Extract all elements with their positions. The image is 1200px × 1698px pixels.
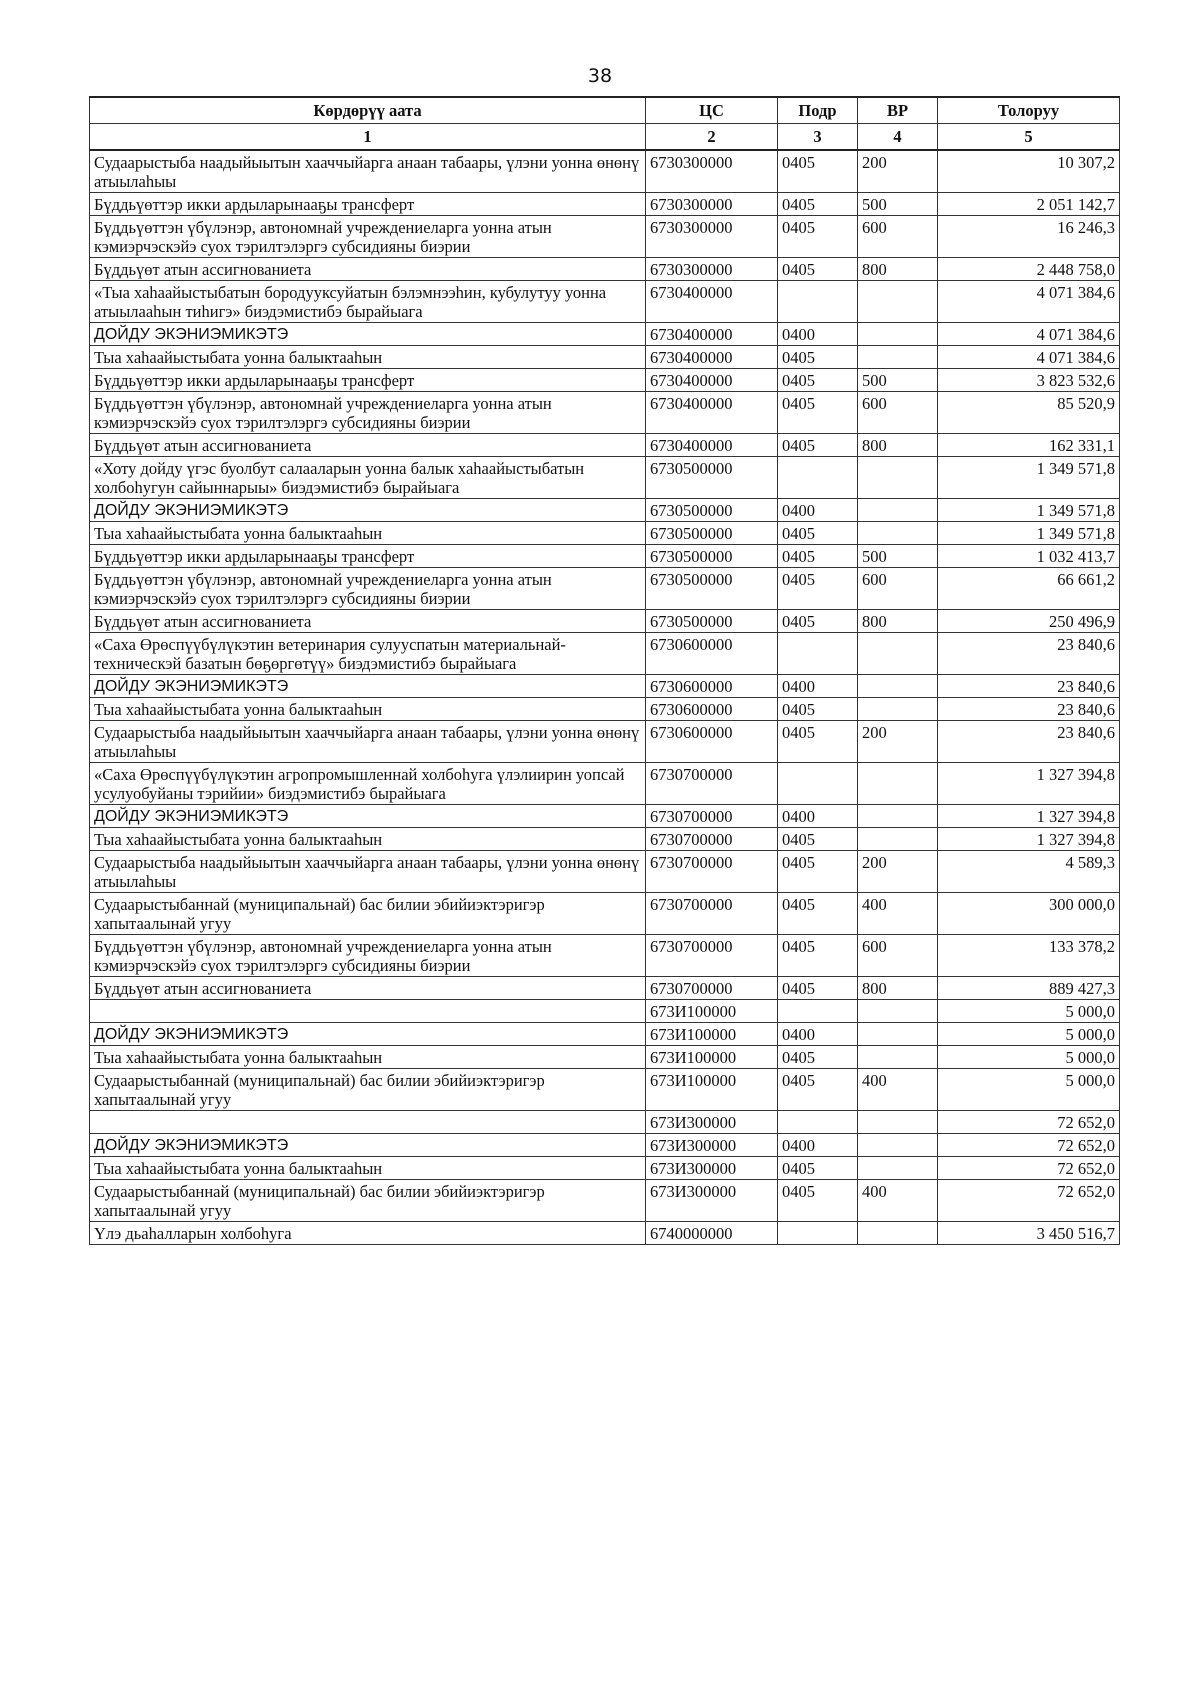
header-indicator-name: Көрдөрүү аата bbox=[90, 97, 646, 124]
column-number: 2 bbox=[646, 124, 778, 151]
cell-podr-code: 0405 bbox=[778, 258, 858, 281]
cell-vr-code bbox=[858, 346, 938, 369]
table-row bbox=[90, 1157, 1120, 1180]
cell-indicator-name: Бүддьүөттэн үбүлэнэр, автономнай учреждениеларга уонна атын кэмиэрчэскэйэ суох тэрилтэлэргэ субсидияны биэрии bbox=[90, 216, 646, 258]
cell-cs-code: 6730700000 bbox=[646, 977, 778, 1000]
cell-cs-code: 6730700000 bbox=[646, 851, 778, 893]
cell-podr-code: 0405 bbox=[778, 1046, 858, 1069]
cell-indicator-name: Судаарыстыба наадыйыытын хааччыйарга анаан табаары, үлэни уонна өнөнү атыылаһыы bbox=[90, 150, 646, 193]
column-number: 3 bbox=[778, 124, 858, 151]
cell-vr-code: 200 bbox=[858, 851, 938, 893]
table-row bbox=[90, 522, 1120, 545]
cell-execution-amount: 4 071 384,6 bbox=[938, 281, 1120, 323]
cell-podr-code: 0405 bbox=[778, 545, 858, 568]
cell-cs-code: 6730500000 bbox=[646, 568, 778, 610]
cell-execution-amount: 1 349 571,8 bbox=[938, 457, 1120, 499]
table-row bbox=[90, 675, 1120, 698]
cell-execution-amount: 5 000,0 bbox=[938, 1069, 1120, 1111]
column-number: 5 bbox=[938, 124, 1120, 151]
table-row bbox=[90, 610, 1120, 633]
cell-podr-code: 0405 bbox=[778, 392, 858, 434]
table-row bbox=[90, 1069, 1120, 1111]
cell-cs-code: 6730500000 bbox=[646, 499, 778, 522]
table-row bbox=[90, 1111, 1120, 1134]
cell-cs-code: 6730500000 bbox=[646, 457, 778, 499]
table-row bbox=[90, 633, 1120, 675]
cell-cs-code: 6730600000 bbox=[646, 698, 778, 721]
cell-podr-code: 0400 bbox=[778, 1023, 858, 1046]
cell-cs-code: 6730300000 bbox=[646, 193, 778, 216]
cell-cs-code: 6730500000 bbox=[646, 610, 778, 633]
cell-cs-code: 6730600000 bbox=[646, 721, 778, 763]
cell-podr-code bbox=[778, 1222, 858, 1245]
cell-cs-code: 673И100000 bbox=[646, 1046, 778, 1069]
table-row bbox=[90, 1180, 1120, 1222]
cell-vr-code bbox=[858, 1111, 938, 1134]
cell-vr-code bbox=[858, 1023, 938, 1046]
table-row bbox=[90, 1000, 1120, 1023]
table-row bbox=[90, 499, 1120, 522]
cell-podr-code: 0400 bbox=[778, 323, 858, 346]
cell-vr-code: 800 bbox=[858, 258, 938, 281]
cell-podr-code bbox=[778, 633, 858, 675]
cell-vr-code: 600 bbox=[858, 935, 938, 977]
cell-indicator-name: Бүддьүөттэн үбүлэнэр, автономнай учреждениеларга уонна атын кэмиэрчэскэйэ суох тэрилтэлэргэ субсидияны биэрии bbox=[90, 935, 646, 977]
cell-vr-code: 600 bbox=[858, 392, 938, 434]
cell-cs-code: 6730300000 bbox=[646, 150, 778, 193]
table-row bbox=[90, 805, 1120, 828]
cell-podr-code: 0405 bbox=[778, 893, 858, 935]
cell-vr-code: 600 bbox=[858, 568, 938, 610]
header-podr: Подр bbox=[778, 97, 858, 124]
cell-vr-code: 200 bbox=[858, 150, 938, 193]
cell-vr-code bbox=[858, 1157, 938, 1180]
table-row bbox=[90, 392, 1120, 434]
cell-execution-amount: 5 000,0 bbox=[938, 1023, 1120, 1046]
cell-vr-code: 200 bbox=[858, 721, 938, 763]
cell-vr-code bbox=[858, 828, 938, 851]
cell-vr-code bbox=[858, 457, 938, 499]
cell-vr-code: 500 bbox=[858, 369, 938, 392]
cell-indicator-name: Судаарыстыба наадыйыытын хааччыйарга анаан табаары, үлэни уонна өнөнү атыылаһыы bbox=[90, 851, 646, 893]
cell-cs-code: 6730400000 bbox=[646, 392, 778, 434]
table-row bbox=[90, 545, 1120, 568]
cell-vr-code bbox=[858, 323, 938, 346]
header-cs: ЦС bbox=[646, 97, 778, 124]
cell-execution-amount: 10 307,2 bbox=[938, 150, 1120, 193]
cell-cs-code: 6730600000 bbox=[646, 675, 778, 698]
column-number-row bbox=[90, 124, 1120, 151]
cell-cs-code: 6730400000 bbox=[646, 369, 778, 392]
header-execution: Толоруу bbox=[938, 97, 1120, 124]
cell-vr-code bbox=[858, 1046, 938, 1069]
table-row bbox=[90, 1134, 1120, 1157]
cell-podr-code: 0405 bbox=[778, 851, 858, 893]
table-row bbox=[90, 434, 1120, 457]
cell-podr-code bbox=[778, 457, 858, 499]
cell-execution-amount: 4 071 384,6 bbox=[938, 346, 1120, 369]
table-row bbox=[90, 893, 1120, 935]
cell-execution-amount: 2 051 142,7 bbox=[938, 193, 1120, 216]
table-row bbox=[90, 763, 1120, 805]
cell-execution-amount: 1 327 394,8 bbox=[938, 805, 1120, 828]
cell-podr-code: 0405 bbox=[778, 1180, 858, 1222]
cell-execution-amount: 889 427,3 bbox=[938, 977, 1120, 1000]
cell-indicator-name: Судаарыстыбаннай (муниципальнай) бас билии эбийиэктэригэр хапытаалынай угуу bbox=[90, 893, 646, 935]
cell-execution-amount: 85 520,9 bbox=[938, 392, 1120, 434]
cell-podr-code: 0405 bbox=[778, 828, 858, 851]
cell-podr-code bbox=[778, 1111, 858, 1134]
cell-execution-amount: 3 823 532,6 bbox=[938, 369, 1120, 392]
cell-indicator-name: ДОЙДУ ЭКЭНИЭМИКЭТЭ bbox=[90, 323, 646, 346]
column-number: 1 bbox=[90, 124, 646, 151]
cell-vr-code bbox=[858, 805, 938, 828]
cell-cs-code: 6730600000 bbox=[646, 633, 778, 675]
cell-execution-amount: 72 652,0 bbox=[938, 1180, 1120, 1222]
table-row bbox=[90, 457, 1120, 499]
cell-indicator-name: Бүддьүөттэр икки ардыларынааҕы трансферт bbox=[90, 193, 646, 216]
cell-cs-code: 6730500000 bbox=[646, 522, 778, 545]
cell-vr-code bbox=[858, 1222, 938, 1245]
cell-cs-code: 6730400000 bbox=[646, 281, 778, 323]
cell-indicator-name: Бүддьүөт атын ассигнованиета bbox=[90, 610, 646, 633]
cell-indicator-name: Судаарыстыбаннай (муниципальнай) бас билии эбийиэктэригэр хапытаалынай угуу bbox=[90, 1180, 646, 1222]
cell-podr-code: 0400 bbox=[778, 675, 858, 698]
cell-podr-code: 0405 bbox=[778, 434, 858, 457]
column-number: 4 bbox=[858, 124, 938, 151]
cell-podr-code: 0400 bbox=[778, 805, 858, 828]
cell-podr-code: 0405 bbox=[778, 568, 858, 610]
cell-cs-code: 6730500000 bbox=[646, 545, 778, 568]
cell-podr-code: 0405 bbox=[778, 721, 858, 763]
cell-indicator-name bbox=[90, 1000, 646, 1023]
cell-execution-amount: 16 246,3 bbox=[938, 216, 1120, 258]
cell-indicator-name: Судаарыстыбаннай (муниципальнай) бас билии эбийиэктэригэр хапытаалынай угуу bbox=[90, 1069, 646, 1111]
cell-execution-amount: 72 652,0 bbox=[938, 1134, 1120, 1157]
cell-indicator-name: Тыа хаһаайыстыбата уонна балыктааһын bbox=[90, 1157, 646, 1180]
cell-cs-code: 6740000000 bbox=[646, 1222, 778, 1245]
cell-podr-code: 0405 bbox=[778, 346, 858, 369]
cell-execution-amount: 250 496,9 bbox=[938, 610, 1120, 633]
cell-cs-code: 6730700000 bbox=[646, 763, 778, 805]
cell-podr-code: 0405 bbox=[778, 935, 858, 977]
table-row bbox=[90, 281, 1120, 323]
table-row bbox=[90, 698, 1120, 721]
cell-vr-code bbox=[858, 499, 938, 522]
cell-cs-code: 6730700000 bbox=[646, 805, 778, 828]
cell-execution-amount: 300 000,0 bbox=[938, 893, 1120, 935]
cell-podr-code: 0400 bbox=[778, 499, 858, 522]
cell-indicator-name: «Саха Өрөспүүбүлүкэтин ветеринария сулууспатын материальнай-техническэй базатын бөҕөргөтүү» биэдэмистибэ бырайыага bbox=[90, 633, 646, 675]
cell-vr-code bbox=[858, 698, 938, 721]
cell-execution-amount: 5 000,0 bbox=[938, 1000, 1120, 1023]
cell-vr-code: 500 bbox=[858, 545, 938, 568]
cell-execution-amount: 4 071 384,6 bbox=[938, 323, 1120, 346]
cell-indicator-name: Бүддьүөттэн үбүлэнэр, автономнай учреждениеларга уонна атын кэмиэрчэскэйэ суох тэрилтэлэргэ субсидияны биэрии bbox=[90, 568, 646, 610]
table-row bbox=[90, 258, 1120, 281]
table-row bbox=[90, 216, 1120, 258]
cell-indicator-name: Бүддьүөттэн үбүлэнэр, автономнай учреждениеларга уонна атын кэмиэрчэскэйэ суох тэрилтэлэргэ субсидияны биэрии bbox=[90, 392, 646, 434]
cell-execution-amount: 162 331,1 bbox=[938, 434, 1120, 457]
cell-cs-code: 673И100000 bbox=[646, 1000, 778, 1023]
cell-cs-code: 6730700000 bbox=[646, 828, 778, 851]
cell-podr-code bbox=[778, 763, 858, 805]
cell-indicator-name: Үлэ дьаһалларын холбоһуга bbox=[90, 1222, 646, 1245]
cell-vr-code bbox=[858, 281, 938, 323]
cell-execution-amount: 5 000,0 bbox=[938, 1046, 1120, 1069]
cell-indicator-name: ДОЙДУ ЭКЭНИЭМИКЭТЭ bbox=[90, 675, 646, 698]
table-row bbox=[90, 346, 1120, 369]
cell-podr-code: 0400 bbox=[778, 1134, 858, 1157]
table-row bbox=[90, 369, 1120, 392]
table-row bbox=[90, 828, 1120, 851]
table-row bbox=[90, 977, 1120, 1000]
cell-execution-amount: 1 349 571,8 bbox=[938, 522, 1120, 545]
table-row bbox=[90, 323, 1120, 346]
budget-table bbox=[89, 96, 1120, 1245]
cell-execution-amount: 4 589,3 bbox=[938, 851, 1120, 893]
table-row bbox=[90, 193, 1120, 216]
cell-cs-code: 6730300000 bbox=[646, 258, 778, 281]
cell-indicator-name: Тыа хаһаайыстыбата уонна балыктааһын bbox=[90, 1046, 646, 1069]
cell-cs-code: 6730400000 bbox=[646, 434, 778, 457]
cell-indicator-name: «Тыа хаһаайыстыбатын бородууксуйатын бэлэмнээһин, кубулутуу уонна атыылааһын тиһигэ» биэдэмистибэ бырайыага bbox=[90, 281, 646, 323]
table-row bbox=[90, 150, 1120, 193]
cell-vr-code: 600 bbox=[858, 216, 938, 258]
cell-cs-code: 6730400000 bbox=[646, 346, 778, 369]
cell-execution-amount: 1 349 571,8 bbox=[938, 499, 1120, 522]
cell-podr-code: 0405 bbox=[778, 369, 858, 392]
cell-vr-code bbox=[858, 763, 938, 805]
cell-cs-code: 6730400000 bbox=[646, 323, 778, 346]
table-row bbox=[90, 721, 1120, 763]
cell-podr-code: 0405 bbox=[778, 522, 858, 545]
cell-indicator-name bbox=[90, 1111, 646, 1134]
cell-execution-amount: 23 840,6 bbox=[938, 698, 1120, 721]
table-row bbox=[90, 851, 1120, 893]
cell-cs-code: 673И300000 bbox=[646, 1157, 778, 1180]
cell-indicator-name: «Хоту дойду үгэс буолбут салааларын уонна балык хаһаайыстыбатын холбоһугун сайыннарыы» биэдэмистибэ бырайыага bbox=[90, 457, 646, 499]
cell-podr-code bbox=[778, 281, 858, 323]
cell-vr-code: 500 bbox=[858, 193, 938, 216]
table-row bbox=[90, 1023, 1120, 1046]
table-row bbox=[90, 935, 1120, 977]
cell-cs-code: 6730700000 bbox=[646, 935, 778, 977]
cell-vr-code: 800 bbox=[858, 977, 938, 1000]
cell-podr-code: 0405 bbox=[778, 977, 858, 1000]
cell-execution-amount: 1 327 394,8 bbox=[938, 828, 1120, 851]
cell-execution-amount: 3 450 516,7 bbox=[938, 1222, 1120, 1245]
cell-podr-code: 0405 bbox=[778, 216, 858, 258]
cell-execution-amount: 133 378,2 bbox=[938, 935, 1120, 977]
table-header-row bbox=[90, 97, 1120, 124]
cell-execution-amount: 72 652,0 bbox=[938, 1111, 1120, 1134]
table-row bbox=[90, 1046, 1120, 1069]
cell-execution-amount: 2 448 758,0 bbox=[938, 258, 1120, 281]
table-body bbox=[90, 150, 1120, 1245]
table-row bbox=[90, 1222, 1120, 1245]
cell-cs-code: 6730300000 bbox=[646, 216, 778, 258]
cell-execution-amount: 23 840,6 bbox=[938, 633, 1120, 675]
cell-vr-code bbox=[858, 1134, 938, 1157]
header-vr: ВР bbox=[858, 97, 938, 124]
cell-podr-code: 0405 bbox=[778, 150, 858, 193]
cell-podr-code bbox=[778, 1000, 858, 1023]
cell-indicator-name: ДОЙДУ ЭКЭНИЭМИКЭТЭ bbox=[90, 805, 646, 828]
cell-cs-code: 673И300000 bbox=[646, 1134, 778, 1157]
cell-cs-code: 673И300000 bbox=[646, 1180, 778, 1222]
cell-podr-code: 0405 bbox=[778, 1069, 858, 1111]
cell-vr-code: 400 bbox=[858, 1069, 938, 1111]
cell-execution-amount: 1 327 394,8 bbox=[938, 763, 1120, 805]
cell-indicator-name: Бүддьүөт атын ассигнованиета bbox=[90, 977, 646, 1000]
cell-execution-amount: 72 652,0 bbox=[938, 1157, 1120, 1180]
cell-indicator-name: Судаарыстыба наадыйыытын хааччыйарга анаан табаары, үлэни уонна өнөнү атыылаһыы bbox=[90, 721, 646, 763]
cell-cs-code: 673И100000 bbox=[646, 1069, 778, 1111]
cell-podr-code: 0405 bbox=[778, 193, 858, 216]
cell-cs-code: 6730700000 bbox=[646, 893, 778, 935]
cell-execution-amount: 23 840,6 bbox=[938, 721, 1120, 763]
cell-indicator-name: Бүддьүөт атын ассигнованиета bbox=[90, 258, 646, 281]
cell-execution-amount: 66 661,2 bbox=[938, 568, 1120, 610]
cell-vr-code: 800 bbox=[858, 610, 938, 633]
cell-indicator-name: Тыа хаһаайыстыбата уонна балыктааһын bbox=[90, 698, 646, 721]
cell-cs-code: 673И100000 bbox=[646, 1023, 778, 1046]
cell-indicator-name: Бүддьүөттэр икки ардыларынааҕы трансферт bbox=[90, 545, 646, 568]
cell-indicator-name: Бүддьүөт атын ассигнованиета bbox=[90, 434, 646, 457]
cell-indicator-name: Бүддьүөттэр икки ардыларынааҕы трансферт bbox=[90, 369, 646, 392]
cell-cs-code: 673И300000 bbox=[646, 1111, 778, 1134]
cell-indicator-name: «Саха Өрөспүүбүлүкэтин агропромышленнай холбоһуга үлэлиирин уопсай усулуобуйаны тэрийии» биэдэмистибэ бырайыага bbox=[90, 763, 646, 805]
cell-indicator-name: ДОЙДУ ЭКЭНИЭМИКЭТЭ bbox=[90, 1023, 646, 1046]
cell-vr-code bbox=[858, 1000, 938, 1023]
cell-indicator-name: Тыа хаһаайыстыбата уонна балыктааһын bbox=[90, 346, 646, 369]
cell-podr-code: 0405 bbox=[778, 698, 858, 721]
cell-execution-amount: 1 032 413,7 bbox=[938, 545, 1120, 568]
cell-indicator-name: Тыа хаһаайыстыбата уонна балыктааһын bbox=[90, 828, 646, 851]
cell-podr-code: 0405 bbox=[778, 1157, 858, 1180]
cell-vr-code: 800 bbox=[858, 434, 938, 457]
cell-vr-code: 400 bbox=[858, 893, 938, 935]
table-row bbox=[90, 568, 1120, 610]
cell-indicator-name: Тыа хаһаайыстыбата уонна балыктааһын bbox=[90, 522, 646, 545]
cell-indicator-name: ДОЙДУ ЭКЭНИЭМИКЭТЭ bbox=[90, 499, 646, 522]
cell-execution-amount: 23 840,6 bbox=[938, 675, 1120, 698]
cell-vr-code bbox=[858, 522, 938, 545]
cell-vr-code bbox=[858, 633, 938, 675]
cell-podr-code: 0405 bbox=[778, 610, 858, 633]
page-number: 38 bbox=[587, 65, 613, 87]
cell-indicator-name: ДОЙДУ ЭКЭНИЭМИКЭТЭ bbox=[90, 1134, 646, 1157]
cell-vr-code bbox=[858, 675, 938, 698]
cell-vr-code: 400 bbox=[858, 1180, 938, 1222]
